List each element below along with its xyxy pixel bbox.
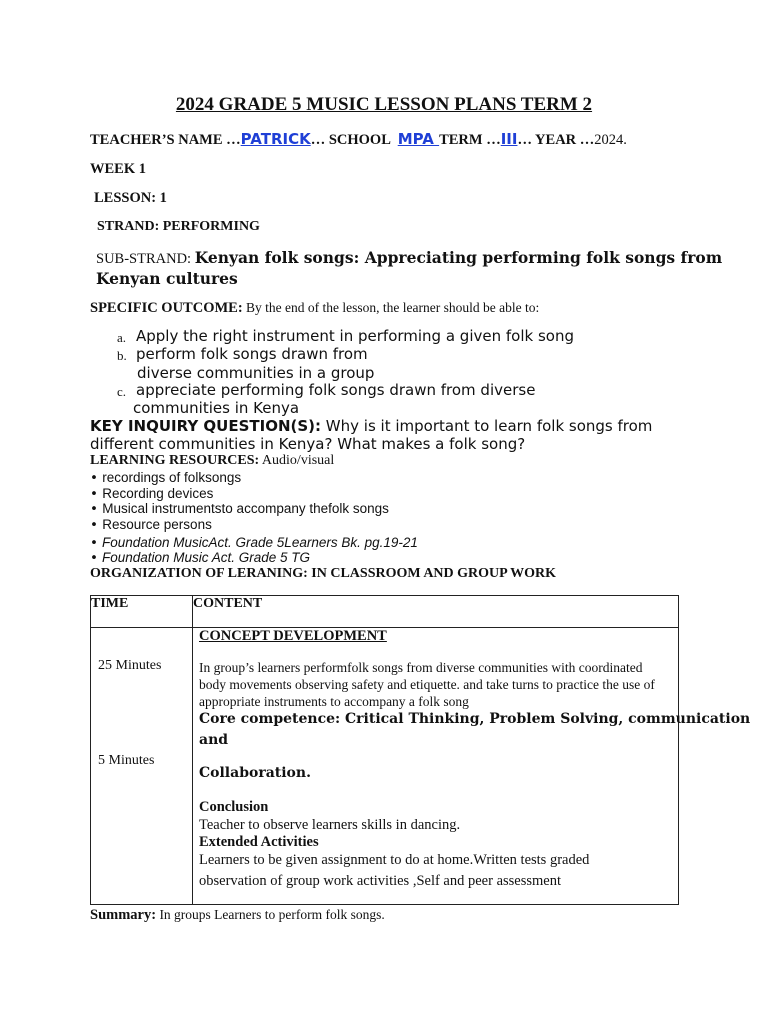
extended-line1: Learners to be given assignment to do at home.Written tests graded — [199, 852, 590, 868]
year-label: … YEAR … — [517, 132, 595, 148]
sub-strand-line1 — [96, 248, 722, 268]
content-cell — [193, 628, 751, 905]
lesson-table — [90, 595, 751, 905]
strand-label: STRAND: PERFORMING — [97, 219, 260, 234]
school-name: MPA — [397, 130, 440, 148]
time-cell — [91, 628, 193, 905]
year-value: 2024. — [594, 132, 627, 148]
table-header-content: CONTENT — [193, 596, 679, 628]
resource-item: • recordings of folksongs — [90, 470, 242, 486]
core-competence-line3: Collaboration. — [199, 765, 311, 781]
resource-item: • Resource persons — [90, 517, 212, 533]
school-label: … SCHOOL — [310, 132, 394, 148]
key-inquiry-line1 — [90, 417, 652, 435]
time-5: 5 Minutes — [98, 753, 155, 768]
key-inquiry-text: Why is it important to learn folk songs from — [321, 417, 653, 435]
term-label: TERM … — [439, 132, 501, 148]
extended-heading: Extended Activities — [199, 834, 319, 850]
outcome-a-letter: a. — [117, 330, 127, 345]
concept-line: body movements observing safety and etiquette. and take turns to practice the use of — [199, 677, 655, 692]
summary-label: Summary: — [90, 907, 157, 923]
sub-strand-text: Kenyan folk songs: Appreciating performing folk songs from — [194, 248, 723, 267]
key-inquiry-label: KEY INQUIRY QUESTION(S): — [90, 417, 322, 435]
concept-line: In group’s learners performfolk songs from diverse communities with coordinated — [199, 660, 643, 675]
page-title: 2024 GRADE 5 MUSIC LESSON PLANS TERM 2 — [175, 94, 593, 115]
sub-strand-label: SUB-STRAND: — [96, 251, 195, 267]
table-header-time: TIME — [91, 596, 193, 628]
resource-item: • Foundation MusicAct. Grade 5Learners Bk. pg.19-21 — [90, 535, 418, 551]
outcome-c-text1: appreciate performing folk songs drawn from diverse — [136, 381, 536, 399]
resource-item: • Musical instrumentsto accompany thefolk songs — [90, 501, 389, 517]
concept-heading: CONCEPT DEVELOPMENT — [199, 628, 387, 644]
lesson-label: LESSON: 1 — [94, 190, 167, 206]
sub-strand-line2: Kenyan cultures — [96, 269, 238, 288]
specific-outcome — [90, 299, 539, 317]
teacher-name: PATRICK — [240, 130, 311, 148]
teacher-label: TEACHER’S NAME … — [90, 132, 241, 148]
learning-resources-text: Audio/visual — [259, 453, 335, 468]
week-label: WEEK 1 — [90, 161, 146, 177]
term-value: III — [500, 130, 518, 148]
conclusion-text: Teacher to observe learners skills in dancing. — [199, 817, 461, 833]
outcome-b-text1: perform folk songs drawn from — [136, 345, 368, 363]
specific-outcome-label: SPECIFIC OUTCOME: — [90, 300, 243, 316]
teacher-line — [90, 130, 627, 149]
outcome-b-text2: diverse communities in a group — [137, 364, 375, 382]
conclusion-heading: Conclusion — [199, 799, 269, 815]
learning-resources-label: LEARNING RESOURCES: — [90, 453, 260, 468]
extended-line2: observation of group work activities ,Self and peer assessment — [199, 873, 562, 889]
summary — [90, 906, 385, 924]
key-inquiry-line2: different communities in Kenya? What makes a folk song? — [90, 435, 526, 453]
organization-label: ORGANIZATION OF LERANING: IN CLASSROOM AND GROUP WORK — [90, 566, 557, 581]
outcome-a-text: Apply the right instrument in performing a given folk song — [136, 327, 574, 345]
summary-text: In groups Learners to perform folk songs. — [156, 907, 385, 922]
specific-outcome-text: By the end of the lesson, the learner should be able to: — [242, 300, 540, 315]
learning-resources — [90, 453, 334, 469]
resource-item: • Recording devices — [90, 486, 214, 502]
resource-item: • Foundation Music Act. Grade 5 TG — [90, 550, 311, 566]
outcome-c-text2: communities in Kenya — [133, 399, 300, 417]
core-competence-line1: Core competence: Critical Thinking, Problem Solving, communication — [199, 711, 751, 727]
outcome-b-letter: b. — [117, 348, 127, 363]
outcome-c-letter: c. — [117, 384, 127, 399]
concept-line: appropriate instruments to accompany a folk song — [199, 694, 469, 709]
time-25: 25 Minutes — [98, 658, 162, 673]
core-competence-line2: and — [199, 732, 229, 748]
